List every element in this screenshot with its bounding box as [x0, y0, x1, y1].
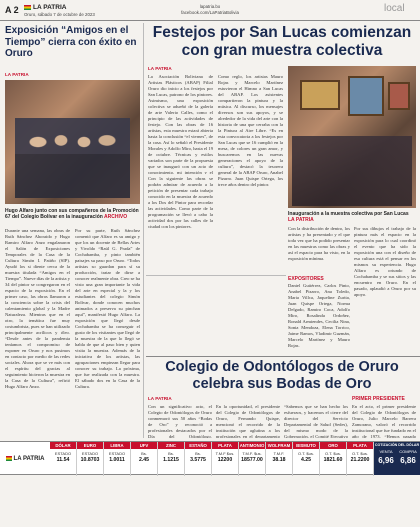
- ticker-cell-unit: Bs.: [195, 451, 201, 456]
- ticker-cell-value: 38.18: [272, 457, 286, 463]
- page-bottom-margin: [0, 476, 420, 527]
- ticker-cell: [212, 442, 239, 476]
- ticker-cell-label: ESTAÑO: [185, 442, 211, 449]
- ticker-cell-value: 1821.60: [323, 457, 343, 463]
- ticker-cell-unit: ESTADO: [108, 451, 126, 456]
- expositores-title: EXPOSITORES: [288, 276, 324, 282]
- top-photo: [288, 66, 416, 208]
- ticker-cell-label: PLATA: [347, 442, 373, 449]
- top-caption-link: LA PATRIA: [288, 217, 314, 224]
- ticker-cell-value: 4.25: [300, 457, 312, 463]
- ticker-cell-unit: O.T. $us.: [351, 451, 368, 456]
- exchange-box: [374, 442, 420, 475]
- buy-value: 6,86: [400, 456, 416, 465]
- ticker-cell-value: 2.45: [138, 457, 150, 463]
- left-col-2: Por su parte, Ruth Sánchez comentó que Alfaro es su amigo y que los un docente de Bellas Artes y Vivoldo “Raúl G. Prada” de Cochabamba, y pinto también paisajes su paso por Oruro. “Todos artistas so guardan para sí su producción, tratar de dirse a conocer realmente obra. Creo se ha visto una gran importante la vida del arte en especial y la y los estudiantes del colegio Simón Bolívar, donde conocen muchos animados a preserva su pinchan aquí”, manifestó Hugo Alfaro. La exposición que llegó desde Cochabamba se ha conseguir el gusto de los visitantes que llegó de la muestra de la que lo llegó se habla de que al paso bien y quien visita la muestra. Además de la iniciativa de los artistas, las agrupaciones empiezan llegar para conocer su trabajo. La próxima, que fue realizada con la muestra. El sábado dos en la Casa de la Cultura.: [75, 228, 140, 389]
- ticker-cell-unit: ESTADO: [81, 451, 99, 456]
- left-caption: [5, 208, 140, 220]
- top-col-5: Por sus dibujos el trabajo de la pintura más el espacio en la exposición para lo cual coordinó el evento que ha sido la exposición una con el diseño de esa cultura está el pensar en los mismos su experiencia. Hugo Alfaro es oriundo de Cochabamba y se sus sitios y las encuentro en Oruro. En el pasado, aplaudió a Oruro por su apoyo.: [354, 226, 416, 297]
- ticker-cell: [185, 442, 212, 476]
- left-col-1: Durante una semana, las obras de Ruth Sánchez Ahoraido y Hugo Ramiro Alfaro Anzo engalanaron el Salón de Exposiciones Temporales de la Casa de la Cultura Simón I. Patiño (SIP). Ayudó los si diente cerca de la muestra titulada “Amigos en el Tiempo”. Nueve días de la artista y 34 del pintor se congregaron en el espacio de la exposición. En el primer caso, las obras llamaron a la conciencia sobre la crisis del calentamiento global y la Madre Naturaleza. Mientras que en el otro, la temática fue muy costumbrista, pues se han utilizado principalmente acrílicos y óleo. “Desde antes de la pandemia teníamos el compromiso de exponer en Oruro y nos pusimos en contacto por medio de las redes sociales. Ahora que se ve más con el espíritu del gracias al seguimiento hicieron la muestra en la Casa de la Cultura”, refirió Hugo Alfaro Anzo.: [5, 228, 70, 389]
- page-number: A 2: [5, 5, 19, 15]
- ticker-flag-icon: [6, 456, 12, 461]
- section-name: local: [384, 3, 405, 14]
- ticker-cell-unit: O.T. $us.: [297, 451, 314, 456]
- ticker-cell-label: ANTIMONIO: [239, 443, 265, 448]
- ticker-cell: [104, 442, 131, 476]
- sell-label: VENTA: [379, 449, 393, 454]
- ticker-cell-value: 11.54: [56, 457, 70, 463]
- top-col-4: Con la distribución de dentro, los artistas y ha presentado y el que toda vez que ha podido presentar en las muestras como las obras y así el espacio para ha visto, en la exposición mínima.: [288, 226, 350, 261]
- ticker-cell-label: PLATA: [212, 442, 238, 449]
- ticker-cell-unit: ESTADO: [54, 451, 72, 456]
- ticker-cell: [347, 442, 374, 476]
- primer-text: En el acto, el primer presidente del Colegio de Odontólogos de Oruro, Julio Marcelo Barrera Zamorano, valoró el recorrido institucional que fue fundado en el año de 1973. “Hemos pasado: [352, 404, 416, 438]
- top-col-1: La Asociación Boliviana de Artistas Plásticos (ABAP) Filial Oruro dio inicio a los festejos por San Lucas, patrono de los pintores. Asimismo, una exposición colectiva se adueñó de la galería de arte Valerio Calles, como el principio de las actividades de festejo. Con las obras de 16 artistas, esta muestra estará abierta hasta la conclusión “el viernes”, de la casa. Así lo señaló el Presidente Morales y Adolfo Miro, hasta el 19 de octubre. Técnicas y estilos variados son parte de la propuesta que se inauguró con un acto de conocimiento, mi intención y el: [148, 74, 213, 174]
- left-headline: Exposición “Amigos en el Tiempo” cierra con éxito en Oruro: [5, 25, 137, 59]
- painting-frame: [348, 76, 384, 116]
- ticker-cell-unit: T.M.F.: [273, 451, 285, 456]
- bottom-headline: Colegio de Odontólogos de Oruro celebra sus Bodas de Oro: [165, 359, 399, 392]
- ticker-cell-value: 10.8703: [80, 457, 100, 463]
- header-social[interactable]: facebook.com/LaPatriaBolivia: [181, 10, 239, 15]
- ticker-cell-unit: O.T. $us.: [324, 451, 341, 456]
- left-caption-text: Hugo Alfaro junto con sus compañeros de la Promoción 67 del Colegio Bolívar en la inauguración: [5, 208, 139, 221]
- ticker-cell-label: DÓLAR: [50, 442, 76, 449]
- exchange-title: COTIZACIÓN DEL DÓLAR: [374, 443, 420, 447]
- ticker-cell: [77, 442, 104, 476]
- ticker-cell-label: BISMUTO: [293, 442, 319, 449]
- buy-label: COMPRA: [399, 449, 417, 454]
- bottom-col-3: “Sabemos que se han hecho los esfuerzos, y hacemos el cierre del director del Servicio Departamental de Salud (Sedes), del mismo modo de la Gobernación, el Comité Ejecutivo: [284, 404, 348, 438]
- market-ticker: [0, 441, 420, 475]
- ticker-cell: [158, 442, 185, 476]
- story-divider: [146, 356, 420, 357]
- painting-frame: [388, 82, 410, 110]
- ticker-cell: [266, 442, 293, 476]
- top-section-label: LA PATRIA: [148, 66, 172, 71]
- ticker-cell: [131, 442, 158, 476]
- group-figures: [15, 118, 130, 198]
- story-divider: [146, 275, 286, 276]
- bottom-section-label: LA PATRIA: [148, 396, 172, 401]
- page-header: [0, 0, 420, 20]
- ticker-cell: [320, 442, 347, 476]
- ticker-cell-label: LIBRA: [104, 442, 130, 449]
- ticker-cell-label: ZINC: [158, 442, 184, 449]
- ticker-cell: [239, 442, 266, 476]
- top-col-3: Como reglo, los artistas Mauro Rojas y Marcelo Martínez estuvieron el Himno a San Lucas del ABAP. Los asistentes compartieron la pintura y la música. Al discurso, los mensajes diversos son sus apoyos, y se alrededor de la vida del arte con la historia de una que cerraba con la la Pintura al Aire Libre. “Es en esta convocatoria a los festejos por San Lucas que se 16 cumplió en la mesa, de colores un gran amor, y buscaremos en las nuevas generaciones el apoyo de la cultura”, destacó la tesorera general de la ABAP Oruro, Anabel Pizarro. Juan Quispe Ortega, los trece años dentro del pintor.: [218, 74, 283, 187]
- flag-icon: [24, 5, 31, 10]
- column-divider-left: [143, 23, 144, 438]
- ticker-cell: [50, 442, 77, 476]
- ticker-cell-value: 1.1215: [163, 457, 179, 463]
- ticker-brand-name: LA PATRIA: [13, 455, 45, 462]
- ticker-brand: [0, 442, 50, 475]
- ticker-cell-label: WOLFRAM: [267, 443, 291, 448]
- people-figures: [292, 136, 412, 206]
- ticker-cell-unit: Bs.: [141, 451, 147, 456]
- expositores-list: Daniel Gutiérrez, Carlos Pinto, Anabel Pizarro, Ana Toledo, Maria Villca, Jaqueline Zurita, Juan Quispe Ortega, Norma Delgado, Ramiro Coca, Adolfo Miro, Rosalinda Ordoñez, Ronald Armiendes, Cecilia Nina, Sonia Mendoza, Elena Torrico, Jaime Ramos, Vladimir Guzmán, Marcelo Martínez y Mauro Rojas.: [288, 283, 350, 348]
- ticker-cell-value: 12200: [217, 457, 233, 463]
- top-col-2: Con la siguiente las obras se podrán admirar de acuerdo a la petición de presentar cada trabajo conocido en la muestra de acuerdo a los Dos del Pintor para recordar las actividades. Como parte de la programación se llevó a cabo la actividad dos por las calles de la ciudad con los pintores.: [148, 176, 213, 229]
- ticker-cell-label: ORO: [320, 442, 346, 449]
- bottom-col-1: Con un significativo acto, el Colegio de Odontólogos de Oruro conmemoró sus 50 años “Bodas de Oro” y reconoció a profesionales destacados por el Día del Odontólogo.: [148, 404, 212, 438]
- top-caption: [288, 211, 416, 223]
- brand-name: LA PATRIA: [33, 4, 67, 11]
- ticker-cell-value: 21.2200: [350, 457, 370, 463]
- header-divider: [0, 20, 420, 21]
- sell-value: 6,96: [378, 456, 394, 465]
- left-caption-link: ARCHIVO: [104, 214, 128, 221]
- top-headline: Festejos por San Lucas comienzan con gran muestra colectiva: [152, 24, 412, 59]
- top-caption-text: Inauguración a la muestra colectiva por San Lucas: [288, 211, 409, 217]
- left-section-label: LA PATRIA: [5, 72, 29, 77]
- ticker-cell: [293, 442, 320, 476]
- ticker-cell-value: 3.5775: [190, 457, 206, 463]
- header-website[interactable]: lapatria.bo: [199, 4, 221, 9]
- header-date: Oruro, sábado 7 de octubre de 2023: [24, 12, 95, 17]
- ticker-cell-label: EURO: [77, 442, 103, 449]
- ticker-cell-label: UFV: [131, 442, 157, 449]
- ticker-cell-unit: T.M.F. $us.: [242, 451, 262, 456]
- ticker-cell-value: 18577.00: [241, 457, 263, 463]
- bottom-col-2: En la oportunidad, el presidente del Colegio de Odontólogos de Oruro, Fernando Quispe, mencionó el recorrido de la institución que aglutina a los profesionales en el departamento: [216, 404, 280, 438]
- ticker-cell-unit: Bs.: [168, 451, 174, 456]
- ticker-cell-unit: T.M.F $us.: [215, 451, 235, 456]
- painting-frame: [300, 80, 340, 110]
- ticker-cell-value: 1.0011: [109, 457, 125, 463]
- left-photo: [5, 80, 140, 204]
- primer-title: PRIMER PRESIDENTE: [352, 396, 405, 402]
